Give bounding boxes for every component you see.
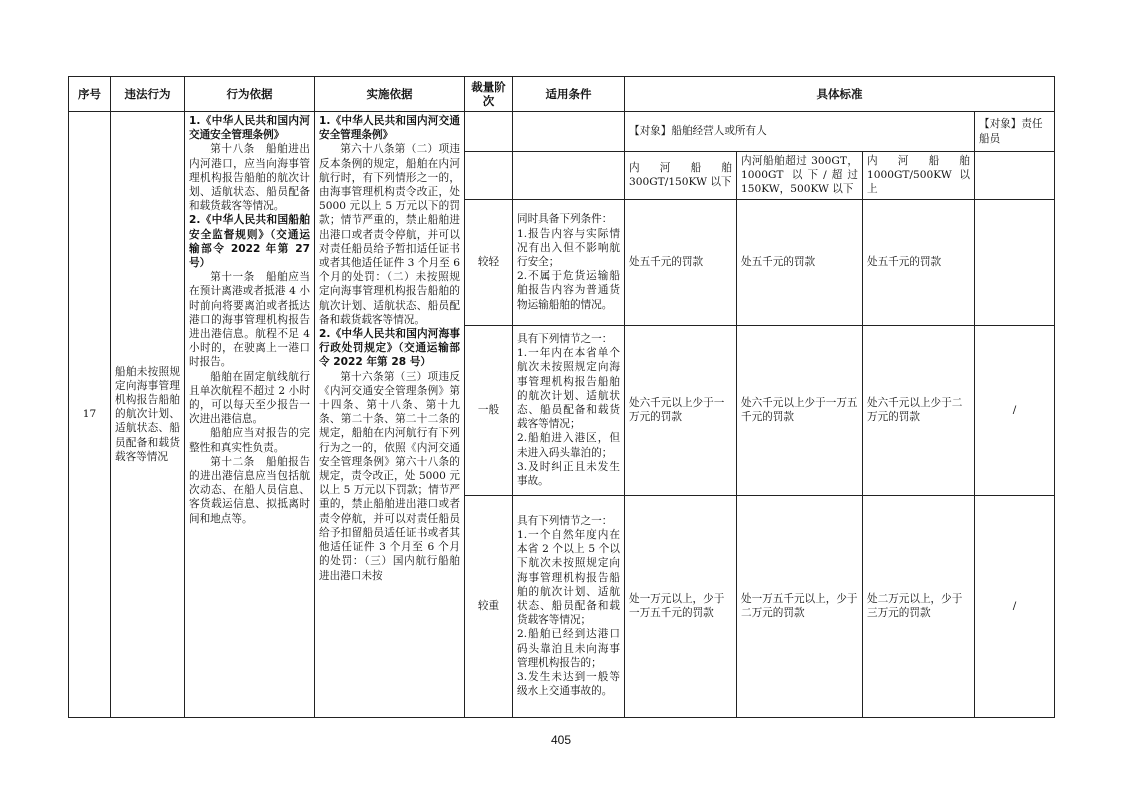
condition-item: 2.船舶进入港区，但未进入码头靠泊的；: [517, 432, 620, 459]
basis-para: 第十一条 船舶应当在预计离港或者抵港 4 小时前向将要离泊或者抵达港口的海事管理机构报告进出港信息。航程不足 4 小时的，在驶离上一港口时报告。: [189, 271, 310, 369]
standard-medium: 处六千元以上少于一万五千元的罚款: [737, 325, 863, 495]
condition-intro: 具有下列情节之一：: [517, 332, 613, 345]
level-name: 较重: [465, 495, 513, 717]
basis-title-2: 2.《中华人民共和国船舶安全监督规则》（交通运输部令 2022 年第 27 号）: [189, 214, 310, 270]
level-conditions: [513, 325, 625, 495]
row-seq: 17: [69, 112, 111, 718]
ship-class-large: 内河船舶 1000GT/500KW 以上: [863, 152, 975, 200]
condition-item: 1.一个自然年度内在本省 2 个以上 5 个以下航次未按照规定向海事管理机构报告船舶的航次计划、适航状态、船员配备和载货载客等情况；: [517, 528, 620, 627]
condition-intro: 具有下列情节之一：: [517, 514, 613, 527]
basis-para: 船舶应当对报告的完整性和真实性负责。: [189, 427, 310, 454]
empty-cell: [975, 152, 1055, 200]
empty-cell: [465, 152, 513, 200]
empty-cell: [465, 112, 513, 152]
header-condition: 适用条件: [513, 77, 625, 112]
ship-class-medium: 内河船舶超过 300GT，1000GT 以下/超过 150KW，500KW 以下: [737, 152, 863, 200]
basis-para: 船舶在固定航线航行且单次航程不超过 2 小时的，可以每天至少报告一次进出港信息。: [189, 370, 310, 426]
empty-cell: [513, 112, 625, 152]
impl-para: 第十六条第（三）项违反《内河交通安全管理条例》第十四条、第十八条、第十九条、第二十条、第二十二条的规定，船舶在内河航行有下列行为之一的，依照《内河交通安全管理条例》第六十八条的规定，责令改正，处 5000 元以上 5 万元以下罚款；情节严重的，禁止船舶进出港口或者责令停航，并可以对责任船员给予扣留船员适任证书或者其他适任证件 3 个月至 6 个月的处罚：（三）国内航行船舶进出港口未按: [319, 370, 460, 582]
level-name: 较轻: [465, 199, 513, 325]
level-conditions: [513, 495, 625, 717]
level-name: 一般: [465, 325, 513, 495]
impl-title-1: 1.《中华人民共和国内河交通安全管理条例》: [319, 115, 460, 142]
standard-crew: /: [975, 325, 1055, 495]
condition-item: 2.不属于危货运输船舶报告内容为普通货物运输船舶的情况。: [517, 270, 620, 311]
basis-cell: [185, 112, 315, 718]
basis-para: 第十八条 船舶进出内河港口，应当向海事管理机构报告船舶的航次计划、适航状态、船员配备和载货载客等情况。: [189, 143, 310, 213]
ship-class-small: 内河船舶 300GT/150KW 以下: [625, 152, 737, 200]
condition-item: 2.船舶已经到达港口码头靠泊且未向海事管理机构报告的；: [517, 628, 620, 669]
violation-cell: 船舶未按照规定向海事管理机构报告船舶的航次计划、适航状态、船员配备和载货载客等情况: [111, 112, 185, 718]
condition-item: 1.报告内容与实际情况有出入但不影响航行安全；: [517, 227, 620, 268]
header-seq: 序号: [69, 77, 111, 112]
implementation-cell: [315, 112, 465, 718]
standard-crew: [975, 199, 1055, 325]
page-number: 405: [550, 733, 572, 747]
impl-title-2: 2.《中华人民共和国内河海事行政处罚规定》（交通运输部令 2022 年第 28 号）: [319, 328, 460, 369]
subject-crew: 【对象】责任船员: [975, 112, 1055, 152]
header-standard: 具体标准: [625, 77, 1055, 112]
condition-item: 1.一年内在本省单个航次未按照规定向海事管理机构报告船舶的航次计划、适航状态、船员配备和载货载客等情况；: [517, 347, 620, 431]
condition-item: 3.发生未达到一般等级水上交通事故的。: [517, 671, 620, 698]
condition-item: 3.及时纠正且未发生事故。: [517, 460, 620, 488]
penalty-standard-table: [68, 76, 1055, 718]
header-level: 裁量阶次: [465, 77, 513, 112]
standard-large: 处五千元的罚款: [863, 199, 975, 325]
header-violation: 违法行为: [111, 77, 185, 112]
basis-para: 第十二条 船舶报告的进出港信息应当包括航次动态、在船人员信息、客货载运信息、拟抵离时间和地点等。: [189, 455, 310, 525]
standard-medium: 处五千元的罚款: [737, 199, 863, 325]
standard-small: 处六千元以上少于一万元的罚款: [625, 325, 737, 495]
basis-title-1: 1.《中华人民共和国内河交通安全管理条例》: [189, 115, 310, 142]
standard-small: 处一万元以上，少于一万五千元的罚款: [625, 495, 737, 717]
condition-intro: 同时具备下列条件：: [517, 213, 613, 226]
standard-crew: /: [975, 495, 1055, 717]
standard-small: 处五千元的罚款: [625, 199, 737, 325]
standard-large: 处二万元以上，少于三万元的罚款: [863, 495, 975, 717]
impl-para: 第六十八条第（二）项违反本条例的规定，船舶在内河航行时，有下列情形之一的，由海事管理机构责令改正，处 5000 元以上 5 万元以下的罚款；情节严重的，禁止船舶进出港口或者责令停航，并可以对责任船员给予暂扣适任证书或者其他适任证件 3 个月至 6 个月的处罚：（二）未按照规定向海事管理机构报告船舶的航次计划、适航状态、船员配备和载货载客等情况。: [319, 143, 460, 326]
subject-row: [69, 112, 1055, 152]
header-basis: 行为依据: [185, 77, 315, 112]
empty-cell: [513, 152, 625, 200]
table-header-row: [69, 77, 1055, 112]
standard-large: 处六千元以上少于二万元的罚款: [863, 325, 975, 495]
standard-medium: 处一万五千元以上，少于二万元的罚款: [737, 495, 863, 717]
header-implementation: 实施依据: [315, 77, 465, 112]
subject-owner: 【对象】船舶经营人或所有人: [625, 112, 975, 152]
level-conditions: [513, 199, 625, 325]
